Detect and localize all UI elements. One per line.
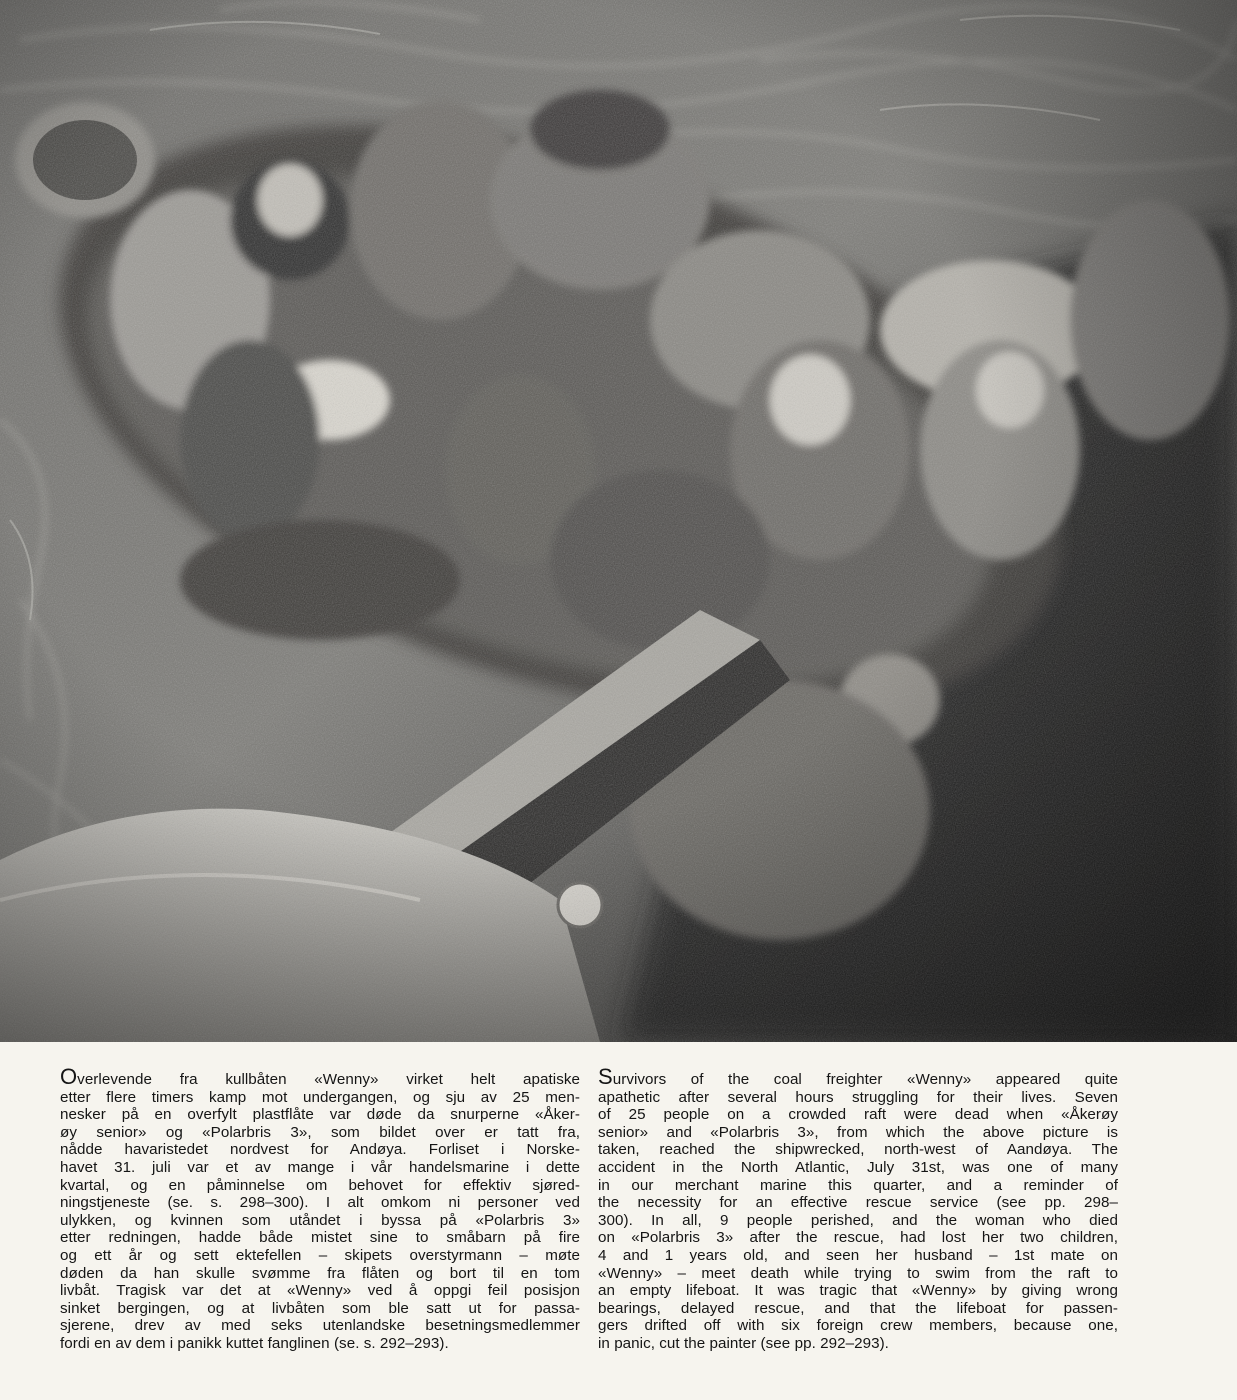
caption-line: sjerene, drev av med seks utenlandske besetningsmedlemmer (60, 1317, 580, 1335)
caption-line: on «Polarbris 3» after the rescue, had lost her two children, (598, 1229, 1118, 1247)
caption-line: Survivors of the coal freighter «Wenny» appeared quite (598, 1068, 1118, 1089)
caption-line: bearings, delayed rescue, and that the lifeboat for passen- (598, 1299, 1118, 1317)
caption-english (598, 1068, 1118, 1353)
caption-line: in panic, cut the painter (see pp. 292–293). (598, 1334, 889, 1352)
caption-line: taken, reached the shipwrecked, north-west of Aandøya. The (598, 1141, 1118, 1159)
caption-line: etter flere timers kamp mot undergangen, og sju av 25 men- (60, 1088, 580, 1106)
caption-line: fordi en av dem i panikk kuttet fanglinen (se. s. 292–293). (60, 1334, 449, 1352)
caption-line: nesker på en overfylt plastflåte var døde da snurperne «Åker- (60, 1106, 580, 1124)
caption-line: of 25 people on a crowded raft were dead when «Åkerøy (598, 1106, 1118, 1124)
caption-line: sinket bergingen, og at livbåten som ble satt ut for passa- (60, 1299, 580, 1317)
caption-line: gers drifted off with six foreign crew members, because one, (598, 1317, 1118, 1335)
caption-line: in our merchant marine this quarter, and a reminder of (598, 1176, 1118, 1194)
caption-line: an empty lifeboat. It was tragic that «Wenny» by giving wrong (598, 1282, 1118, 1300)
caption-line: accident in the North Atlantic, July 31st, was one of many (598, 1158, 1118, 1176)
caption-line: 4 and 1 years old, and seen her husband – 1st mate on (598, 1246, 1118, 1264)
caption-line: havet 31. juli var et av mange i vår handelsmarine i dette (60, 1158, 580, 1176)
caption-line: 300). In all, 9 people perished, and the woman who died (598, 1211, 1118, 1229)
caption-line: nådde havaristedet nordvest for Andøya. Forliset i Norske- (60, 1141, 580, 1159)
caption-area (0, 1042, 1237, 1400)
caption-line: «Wenny» – meet death while trying to swim from the raft to (598, 1264, 1118, 1282)
caption-line: ningstjeneste (se. s. 298–300). I alt omkom ni personer ved (60, 1194, 580, 1212)
caption-line: ulykken, og kvinnen som utåndet i byssa på «Polarbris 3» (60, 1211, 580, 1229)
caption-norwegian (60, 1068, 580, 1353)
caption-line: apathetic after several hours struggling for their lives. Seven (598, 1088, 1118, 1106)
caption-line: livbåt. Tragisk var det at «Wenny» ved å oppgi feil posisjon (60, 1282, 580, 1300)
caption-line: og ett år og sett ektefellen – skipets overstyrmann – møte (60, 1246, 580, 1264)
caption-line: døden da han skulle svømme fra flåten og bort til en tom (60, 1264, 580, 1282)
caption-line: øy senior» og «Polarbris 3», som bildet over er tatt fra, (60, 1123, 580, 1141)
caption-line: Overlevende fra kullbåten «Wenny» virket helt apatiske (60, 1068, 580, 1089)
caption-line: etter redningen, hadde både mistet sine to småbarn på fire (60, 1229, 580, 1247)
caption-line: kvartal, og en påminnelse om behovet for effektiv sjøred- (60, 1176, 580, 1194)
caption-line: senior» and «Polarbris 3», from which the above picture is (598, 1123, 1118, 1141)
caption-line: the necessity for an effective rescue service (see pp. 298– (598, 1194, 1118, 1212)
